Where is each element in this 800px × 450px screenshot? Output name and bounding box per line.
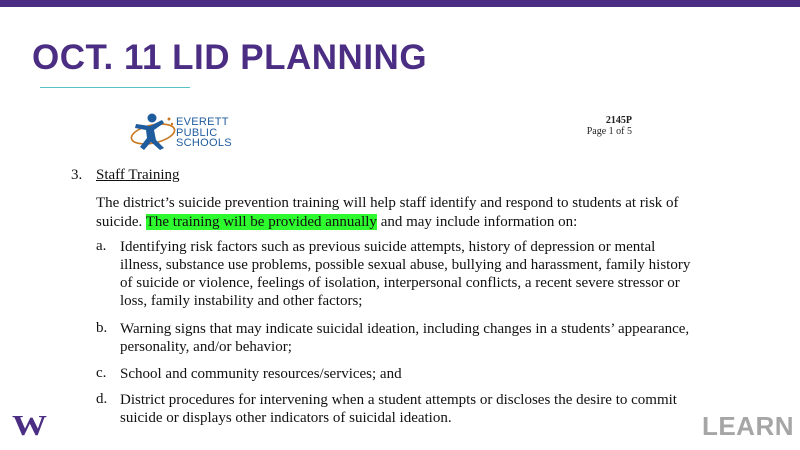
doc-number-block	[560, 115, 632, 137]
list-item: District procedures for intervening when a student attempts or discloses the desire to commit suicide or displays other indicators of suicidal ideation.	[120, 392, 677, 426]
logo-line-everett: EVERETT	[176, 116, 229, 128]
university-w-logo-icon: W	[12, 411, 47, 442]
intro-text-end: and may include information on:	[380, 213, 578, 230]
list-item-marker: b.	[96, 320, 108, 336]
district-logo-text	[176, 117, 232, 149]
section-number: 3.	[71, 167, 83, 183]
intro-text-start: The district’s suicide prevention training will help staff identify and respond to students at risk of suicide.	[96, 195, 679, 230]
list-item: Identifying risk factors such as previous suicide attempts, history of depression or mental illness, substance use problems, possible sexual abuse, bullying and harassment, family history of suicide or violence, feelings of isolation, interpersonal conflicts, a recent severe stressor or loss, family instability and other factors;	[120, 239, 691, 309]
list-item: School and community resources/services; and	[120, 366, 402, 382]
slide-title: OCT. 11 LID PLANNING	[32, 38, 428, 77]
list-item: Warning signs that may indicate suicidal ideation, including changes in a students’ appearance, personality, and/or behavior;	[120, 321, 690, 355]
learn-label: LEARN	[701, 411, 794, 441]
logo-line-schools: SCHOOLS	[176, 137, 232, 149]
page-label: Page 1 of 5	[586, 126, 632, 137]
list-item-marker: c.	[96, 365, 107, 381]
highlighted-text: The training will be provided annually	[145, 213, 377, 230]
list-item-marker: a.	[96, 238, 107, 254]
intro-paragraph	[96, 194, 696, 231]
list-item-marker: d.	[96, 391, 108, 407]
logo-line-public: PUBLIC	[176, 126, 218, 139]
section-heading: Staff Training	[96, 167, 180, 183]
doc-number: 2145P	[605, 115, 632, 126]
